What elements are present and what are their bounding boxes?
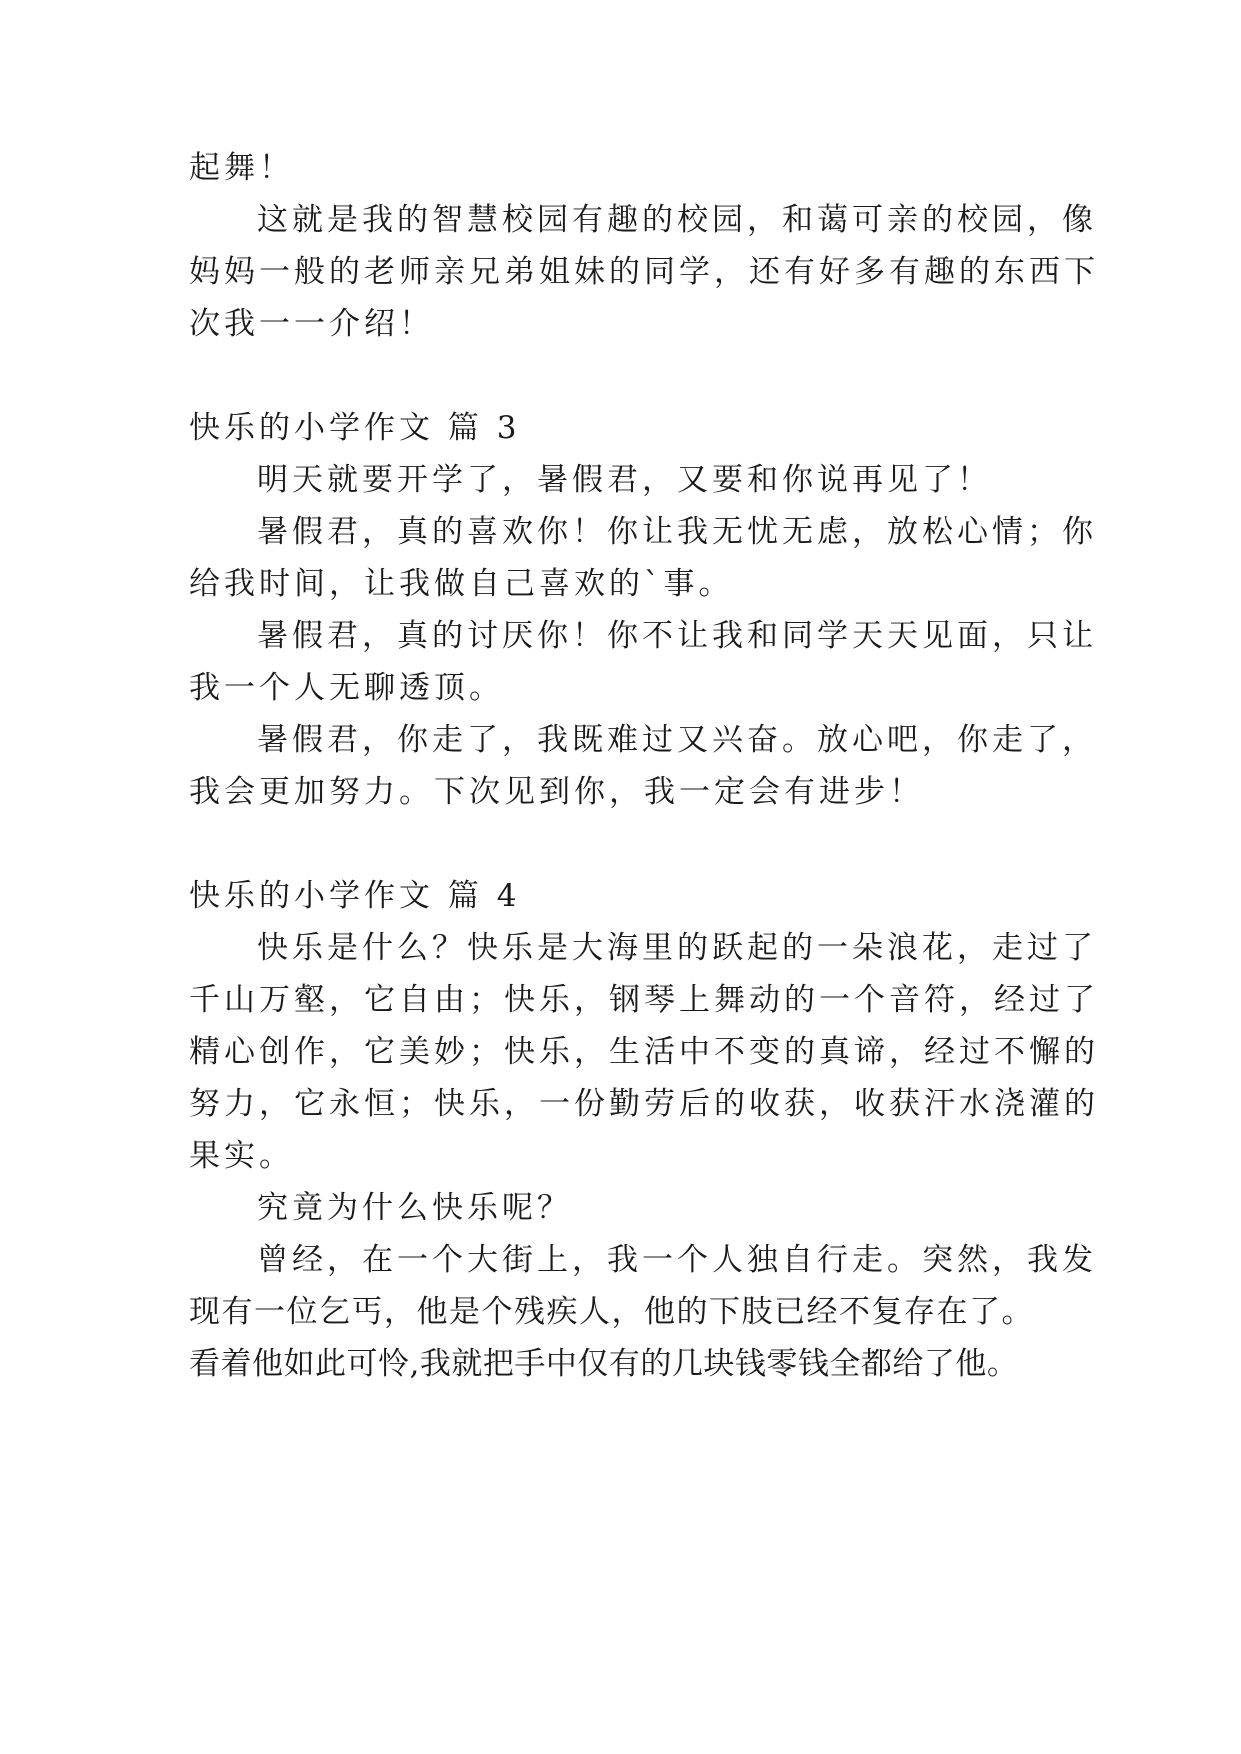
paragraph-first-line: 暑假君，真的讨厌你！你不让我和同学天天见面，只让: [257, 618, 1097, 654]
paragraph-first-line: 这就是我的智慧校园有趣的校园，和蔼可亲的校园，像: [257, 202, 1097, 238]
text-line: 果实。: [189, 1138, 294, 1174]
paragraph-first-line: 暑假君，你走了，我既难过又兴奋。放心吧，你走了，: [257, 722, 1097, 758]
section-heading: 快乐的小学作文 篇 4: [189, 878, 521, 914]
text-line: 次我一一介绍！: [189, 306, 434, 342]
section-heading: 快乐的小学作文 篇 3: [189, 410, 521, 446]
text-line: 我一个人无聊透顶。: [189, 670, 504, 706]
text-line: 千山万壑，它自由；快乐，钢琴上舞动的一个音符，经过了: [189, 982, 1099, 1018]
paragraph-first-line: 明天就要开学了，暑假君，又要和你说再见了！: [257, 462, 992, 498]
text-line: 妈妈一般的老师亲兄弟姐妹的同学，还有好多有趣的东西下: [189, 254, 1099, 290]
paragraph-first-line: 究竟为什么快乐呢？: [257, 1190, 572, 1226]
text-line: 给我时间，让我做自己喜欢的`事。: [189, 566, 734, 602]
paragraph-first-line: 暑假君，真的喜欢你！你让我无忧无虑，放松心情；你: [257, 514, 1097, 550]
text-line: 现有一位乞丐，他是个残疾人，他的下肢已经不复存在了。: [189, 1294, 1034, 1330]
text-line: 我会更加努力。下次见到你，我一定会有进步！: [189, 774, 924, 810]
text-line: 努力，它永恒；快乐，一份勤劳后的收获，收获汗水浇灌的: [189, 1086, 1099, 1122]
paragraph-first-line: 快乐是什么？快乐是大海里的跃起的一朵浪花，走过了: [257, 930, 1097, 966]
text-line: 精心创作，它美妙；快乐，生活中不变的真谛，经过不懈的: [189, 1034, 1099, 1070]
paragraph-first-line: 曾经，在一个大街上，我一个人独自行走。突然，我发: [257, 1242, 1097, 1278]
text-line: 看着他如此可怜,我就把手中仅有的几块钱零钱全都给了他。: [189, 1346, 1019, 1382]
text-line: 起舞！: [189, 150, 294, 186]
